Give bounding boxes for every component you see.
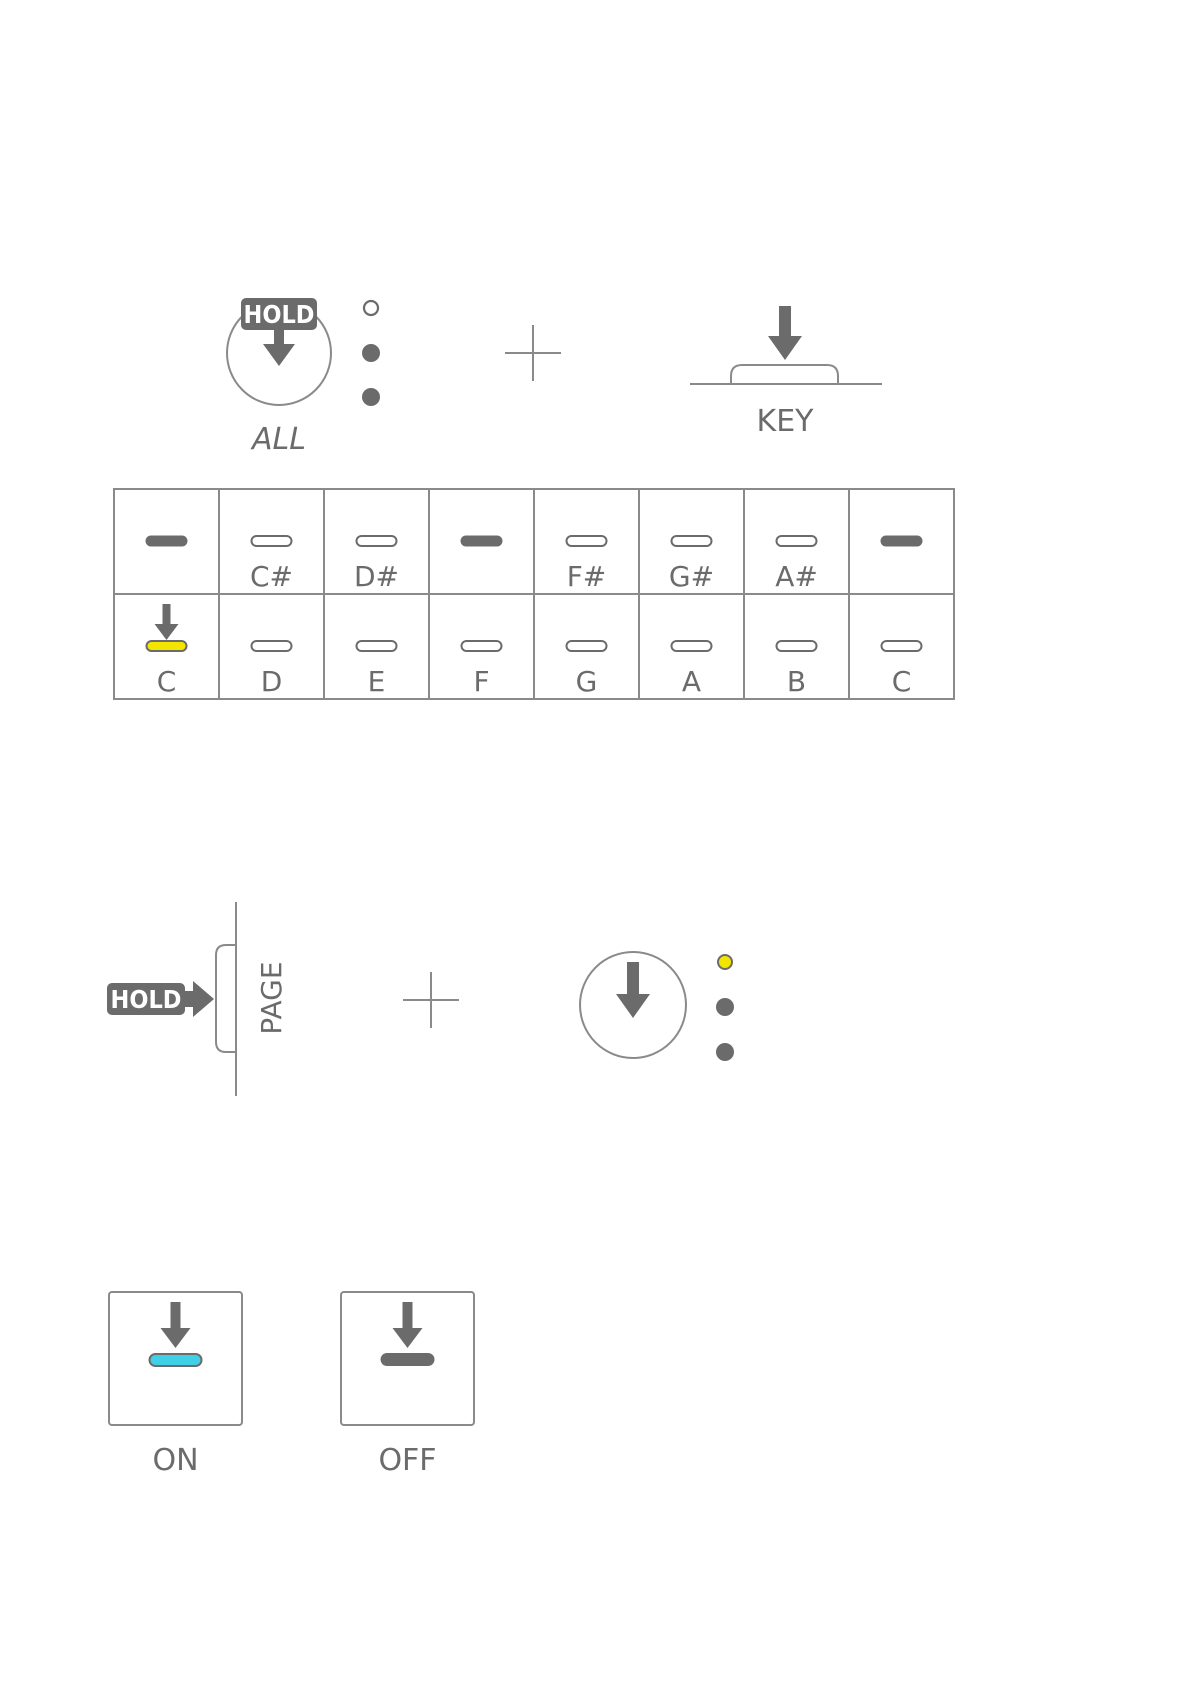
key-label: C: [156, 665, 177, 698]
key-label: F#: [566, 560, 607, 593]
key-cell: [849, 489, 954, 594]
key-label: D: [260, 665, 283, 698]
legend-label: ON: [152, 1443, 199, 1478]
key-cell: [429, 489, 534, 594]
key-label: KEY: [756, 404, 814, 439]
page-button: [216, 945, 236, 1052]
key-cell: [744, 594, 849, 699]
led-indicator-2: [362, 344, 380, 362]
legend-off: [341, 1292, 474, 1478]
key-indicator: [882, 641, 922, 651]
hold-badge: [107, 983, 185, 1015]
key-label: A#: [775, 560, 818, 593]
legend-indicator: [150, 1354, 202, 1366]
led-indicator-2: [716, 998, 734, 1016]
step2-group: [107, 902, 734, 1096]
key-indicator: [777, 641, 817, 651]
hold-badge: [241, 298, 317, 330]
legend-label: OFF: [378, 1443, 437, 1478]
key-indicator: [567, 641, 607, 651]
key-cell: [534, 594, 639, 699]
keyboard-grid: [114, 489, 954, 699]
key-indicator: [462, 641, 502, 651]
key-label: G: [575, 665, 598, 698]
key-indicator: [777, 536, 817, 546]
legend-on: [109, 1292, 242, 1478]
key-indicator: [252, 641, 292, 651]
legend-group: [109, 1292, 474, 1478]
key-indicator: [461, 536, 503, 547]
key-label: F: [473, 665, 490, 698]
key-indicator: [672, 536, 712, 546]
key-cell: [849, 594, 954, 699]
key-cell: [219, 489, 324, 594]
plus-icon: [403, 972, 459, 1028]
key-cell: [429, 594, 534, 699]
key-cell: [114, 594, 219, 699]
right-arrow-icon: [185, 981, 214, 1017]
key-label: D#: [353, 560, 400, 593]
key-cell: [534, 489, 639, 594]
key-indicator: [357, 641, 397, 651]
plus-icon: [505, 325, 561, 381]
down-arrow-icon: [768, 306, 802, 360]
hold-badge-text: HOLD: [243, 300, 315, 329]
page-label: PAGE: [255, 961, 288, 1035]
key-button: [731, 365, 838, 384]
key-indicator: [146, 536, 188, 547]
key-indicator: [147, 641, 187, 651]
led-indicator-1: [718, 955, 732, 969]
key-label: C#: [249, 560, 294, 593]
key-cell: [639, 489, 744, 594]
led-indicator-1: [364, 301, 378, 315]
led-indicator-3: [362, 388, 380, 406]
key-cell: [114, 489, 219, 594]
led-indicator-3: [716, 1043, 734, 1061]
key-label: G#: [668, 560, 715, 593]
legend-indicator: [381, 1353, 435, 1366]
key-indicator: [881, 536, 923, 547]
key-indicator: [252, 536, 292, 546]
key-label: A: [681, 665, 702, 698]
key-indicator: [672, 641, 712, 651]
hold-badge-text: HOLD: [110, 985, 182, 1014]
key-cell: [324, 594, 429, 699]
key-cell: [639, 594, 744, 699]
key-cell: [219, 594, 324, 699]
key-cell: [324, 489, 429, 594]
key-label: C: [891, 665, 912, 698]
key-cell: [744, 489, 849, 594]
key-label: B: [786, 665, 807, 698]
key-indicator: [357, 536, 397, 546]
step1-group: [227, 298, 882, 457]
all-button-label: ALL: [252, 422, 306, 457]
key-indicator: [567, 536, 607, 546]
key-label: E: [367, 665, 386, 698]
